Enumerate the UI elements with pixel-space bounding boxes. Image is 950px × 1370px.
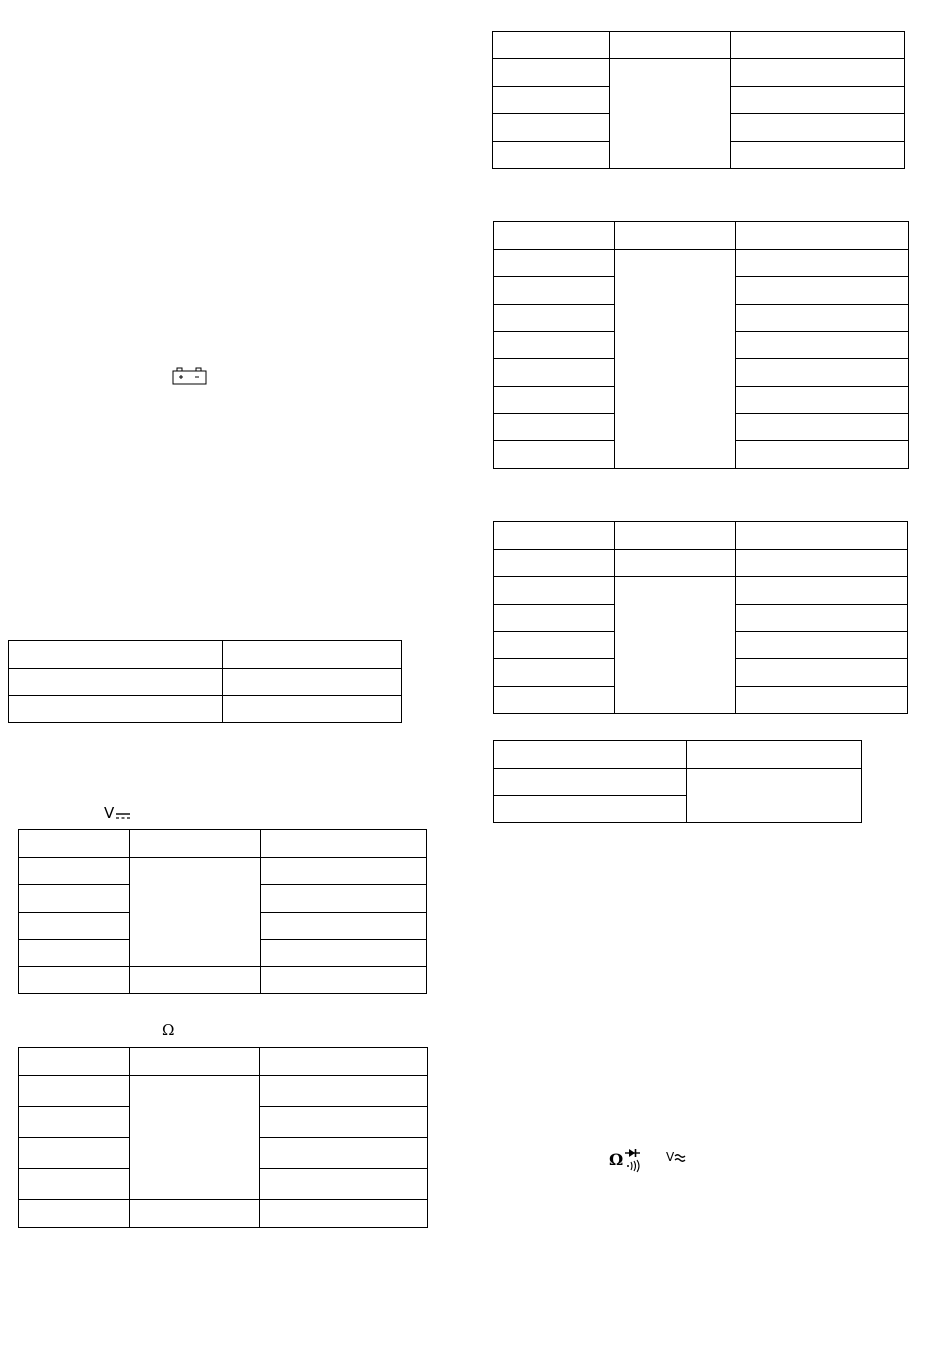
table-cell [736, 550, 908, 577]
table-cell [736, 659, 908, 687]
table-cell [261, 967, 427, 994]
table-r3 [493, 521, 908, 714]
table-l1 [8, 640, 402, 723]
table-cell [494, 414, 615, 441]
table-cell [494, 522, 615, 550]
table-cell [19, 940, 130, 967]
table-cell [494, 687, 615, 714]
table-cell [9, 696, 223, 723]
table-cell [261, 940, 427, 967]
table-cell [260, 1200, 428, 1228]
table-r2 [493, 221, 909, 469]
table-cell [19, 1138, 130, 1169]
table-cell [731, 87, 905, 114]
table-cell [736, 387, 909, 414]
table-cell [19, 1076, 130, 1107]
table-cell [494, 277, 615, 305]
table-cell [615, 522, 736, 550]
dc-voltage-icon [104, 805, 134, 823]
table-l3 [18, 1047, 428, 1228]
table-cell [736, 441, 909, 469]
table-cell [494, 741, 687, 769]
table-cell [261, 858, 427, 885]
table-cell [260, 1169, 428, 1200]
table-cell [19, 1169, 130, 1200]
table-cell [736, 687, 908, 714]
table-cell [615, 550, 736, 577]
ac-voltage-label: V [666, 1150, 675, 1164]
table-cell [493, 114, 610, 142]
table-cell [493, 87, 610, 114]
table-cell [731, 59, 905, 87]
table-cell [19, 1107, 130, 1138]
table-cell [130, 1200, 260, 1228]
table-cell [731, 142, 905, 169]
table-cell [493, 32, 610, 59]
table-cell [19, 1200, 130, 1228]
table-cell [9, 641, 223, 669]
table-cell [731, 114, 905, 142]
table-cell [19, 1048, 130, 1076]
table-cell [731, 32, 905, 59]
table-cell [494, 387, 615, 414]
ac-voltage-icon [666, 1151, 688, 1165]
table-cell [736, 632, 908, 659]
table-cell [19, 858, 130, 885]
table-cell [223, 669, 402, 696]
table-cell [736, 277, 909, 305]
table-cell [610, 32, 731, 59]
table-cell-merged [615, 250, 736, 469]
table-cell [615, 222, 736, 250]
table-cell [736, 250, 909, 277]
table-cell [736, 522, 908, 550]
table-r1 [492, 31, 905, 169]
table-cell [19, 830, 130, 858]
table-cell [223, 641, 402, 669]
table-cell [130, 830, 261, 858]
table-cell [130, 967, 261, 994]
table-cell [736, 332, 909, 359]
dc-voltage-label: V [104, 804, 115, 822]
table-cell [260, 1048, 428, 1076]
table-cell [736, 414, 909, 441]
table-cell [736, 305, 909, 332]
ohm-icon: Ω [162, 1021, 175, 1039]
table-cell [494, 632, 615, 659]
ohm-diode-continuity-icon [609, 1147, 643, 1173]
table-cell [736, 222, 909, 250]
ohm-combo-label: Ω [609, 1150, 624, 1169]
table-cell [494, 659, 615, 687]
table-cell [494, 796, 687, 823]
table-cell [261, 830, 427, 858]
table-cell [494, 222, 615, 250]
table-cell [130, 1048, 260, 1076]
table-cell [494, 305, 615, 332]
table-r4 [493, 740, 862, 823]
table-cell [260, 1076, 428, 1107]
table-cell-merged [615, 577, 736, 714]
table-cell-merged [130, 1076, 260, 1200]
table-cell [494, 441, 615, 469]
table-cell [687, 741, 862, 769]
table-cell [494, 359, 615, 387]
table-cell [736, 359, 909, 387]
table-cell [736, 605, 908, 632]
table-cell [736, 577, 908, 605]
table-cell [493, 142, 610, 169]
table-cell [260, 1138, 428, 1169]
table-cell [494, 769, 687, 796]
table-cell [19, 967, 130, 994]
table-cell [494, 577, 615, 605]
table-cell [494, 605, 615, 632]
table-cell-merged [687, 769, 862, 823]
table-cell [19, 885, 130, 913]
table-cell [223, 696, 402, 723]
table-cell [260, 1107, 428, 1138]
battery-icon [172, 366, 208, 386]
table-cell [19, 913, 130, 940]
table-cell [261, 885, 427, 913]
table-cell-merged [130, 858, 261, 967]
table-cell [261, 913, 427, 940]
table-cell [494, 250, 615, 277]
table-cell-merged [610, 59, 731, 169]
table-cell [494, 332, 615, 359]
table-l2 [18, 829, 427, 994]
table-cell [9, 669, 223, 696]
table-cell [493, 59, 610, 87]
table-cell [494, 550, 615, 577]
